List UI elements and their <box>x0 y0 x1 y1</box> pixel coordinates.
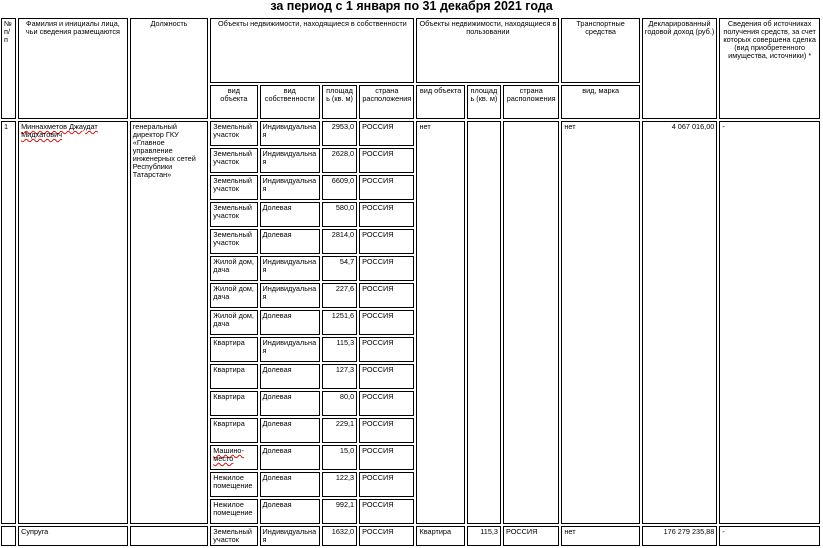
header-num: № п/п <box>1 18 16 119</box>
object-area: 580,0 <box>322 202 357 227</box>
person2-sources: - <box>719 526 820 546</box>
person1-used-area <box>467 121 501 524</box>
document-title: за период с 1 января по 31 декабря 2021 года <box>270 0 553 13</box>
object-area: 54,7 <box>322 256 357 281</box>
header-name: Фамилия и инициалы лица, чьи сведения размещаются <box>18 18 128 119</box>
person1-income: 4 067 016,00 <box>642 121 717 524</box>
object-area: 2814,0 <box>322 229 357 254</box>
person2-income: 176 279 235,88 <box>642 526 717 546</box>
object-country: РОССИЯ <box>359 256 414 281</box>
declaration-sheet <box>0 16 823 544</box>
object-area: 127,3 <box>322 364 357 389</box>
object-type: Жилой дом, дача <box>210 256 257 281</box>
header-income: Декларированный годовой доход (руб.) <box>642 18 717 119</box>
header-used-country: страна расположения <box>503 85 559 119</box>
object-ownership: Долевая <box>260 445 320 470</box>
object-ownership: Долевая <box>260 364 320 389</box>
object-ownership: Долевая <box>260 202 320 227</box>
object-country: РОССИЯ <box>359 499 414 524</box>
object-ownership: Индивидуальная <box>260 175 320 200</box>
header-used-type: вид объекта <box>416 85 464 119</box>
object-ownership: Долевая <box>260 229 320 254</box>
person1-sources: - <box>719 121 820 524</box>
object-area: 2628,0 <box>322 148 357 173</box>
person1-position: генеральный директор ГКУ «Главное управление инженерных сетей Республики Татарстан» <box>130 121 208 524</box>
object-ownership: Индивидуальная <box>260 148 320 173</box>
object-ownership: Индивидуальная <box>260 256 320 281</box>
object-type: Земельный участок <box>210 148 257 173</box>
object-ownership: Индивидуальная <box>260 283 320 308</box>
person2-used-type: Квартира <box>416 526 464 546</box>
table-row <box>1 121 820 146</box>
object-country: РОССИЯ <box>359 310 414 335</box>
person1-name <box>18 121 128 524</box>
object-area: 992,1 <box>322 499 357 524</box>
object-country: РОССИЯ <box>359 229 414 254</box>
header-position: Должность <box>130 18 208 119</box>
object-area: 6609,0 <box>322 175 357 200</box>
header-transport-kind: вид, марка <box>561 85 639 119</box>
object-type: Нежилое помещение <box>210 472 257 497</box>
object-area: 122,3 <box>322 472 357 497</box>
object-ownership: Индивидуальная <box>260 337 320 362</box>
header-owned-group: Объекты недвижимости, находящиеся в собственности <box>210 18 414 83</box>
object-ownership: Долевая <box>260 499 320 524</box>
person2-transport: нет <box>561 526 639 546</box>
object-ownership: Долевая <box>260 418 320 443</box>
object-ownership: Долевая <box>260 391 320 416</box>
object-area: 1632,0 <box>322 526 357 546</box>
object-country: РОССИЯ <box>359 472 414 497</box>
header-owned-area: площадь (кв. м) <box>322 85 357 119</box>
object-country: РОССИЯ <box>359 391 414 416</box>
object-area: 115,3 <box>322 337 357 362</box>
object-type: Жилой дом, дача <box>210 283 257 308</box>
object-ownership: Индивидуальная <box>260 121 320 146</box>
object-type: Жилой дом, дача <box>210 310 257 335</box>
object-type-text: Машино-место <box>213 446 244 463</box>
object-ownership: Долевая <box>260 472 320 497</box>
person1-used-type: нет <box>416 121 464 524</box>
header-owned-ownership: вид собственности <box>260 85 320 119</box>
object-country: РОССИЯ <box>359 337 414 362</box>
object-country: РОССИЯ <box>359 121 414 146</box>
object-country: РОССИЯ <box>359 526 414 546</box>
object-area: 2953,0 <box>322 121 357 146</box>
person2-used-area: 115,3 <box>467 526 501 546</box>
object-type: Квартира <box>210 337 257 362</box>
header-used-group: Объекты недвижимости, находящиеся в пользовании <box>416 18 559 83</box>
object-country: РОССИЯ <box>359 175 414 200</box>
object-area: 1251,6 <box>322 310 357 335</box>
header-used-area: площадь (кв. м) <box>467 85 501 119</box>
object-ownership: Долевая <box>260 310 320 335</box>
person2-name: Супруга <box>18 526 128 546</box>
person1-name-text: Миннахметов Джаудат Мидхатович <box>21 122 98 139</box>
object-country: РОССИЯ <box>359 445 414 470</box>
object-country: РОССИЯ <box>359 148 414 173</box>
object-type: Земельный участок <box>210 121 257 146</box>
object-type: Земельный участок <box>210 229 257 254</box>
object-type: Квартира <box>210 418 257 443</box>
header-row-1 <box>1 18 820 83</box>
object-country: РОССИЯ <box>359 202 414 227</box>
person2-used-country: РОССИЯ <box>503 526 559 546</box>
object-area: 229,1 <box>322 418 357 443</box>
person1-num: 1 <box>1 121 16 524</box>
header-transport: Транспортные средства <box>561 18 639 83</box>
object-type <box>210 445 257 470</box>
object-type: Земельный участок <box>210 175 257 200</box>
object-type: Земельный участок <box>210 526 257 546</box>
object-country: РОССИЯ <box>359 418 414 443</box>
object-area: 15,0 <box>322 445 357 470</box>
object-type: Нежилое помещение <box>210 499 257 524</box>
person1-transport: нет <box>561 121 639 524</box>
table-row <box>1 526 820 546</box>
header-sources: Сведения об источниках получения средств, за счет которых совершена сделка (вид приобретенного имущества, источники) * <box>719 18 820 119</box>
declaration-table <box>0 16 822 548</box>
object-area: 80,0 <box>322 391 357 416</box>
header-owned-type: вид объекта <box>210 85 257 119</box>
object-country: РОССИЯ <box>359 283 414 308</box>
person2-num <box>1 526 16 546</box>
object-type: Квартира <box>210 391 257 416</box>
object-type: Земельный участок <box>210 202 257 227</box>
header-owned-country: страна расположения <box>359 85 414 119</box>
object-country: РОССИЯ <box>359 364 414 389</box>
object-type: Квартира <box>210 364 257 389</box>
object-ownership: Индивидуальная <box>260 526 320 546</box>
person2-position <box>130 526 208 546</box>
person1-used-country <box>503 121 559 524</box>
object-area: 227,6 <box>322 283 357 308</box>
